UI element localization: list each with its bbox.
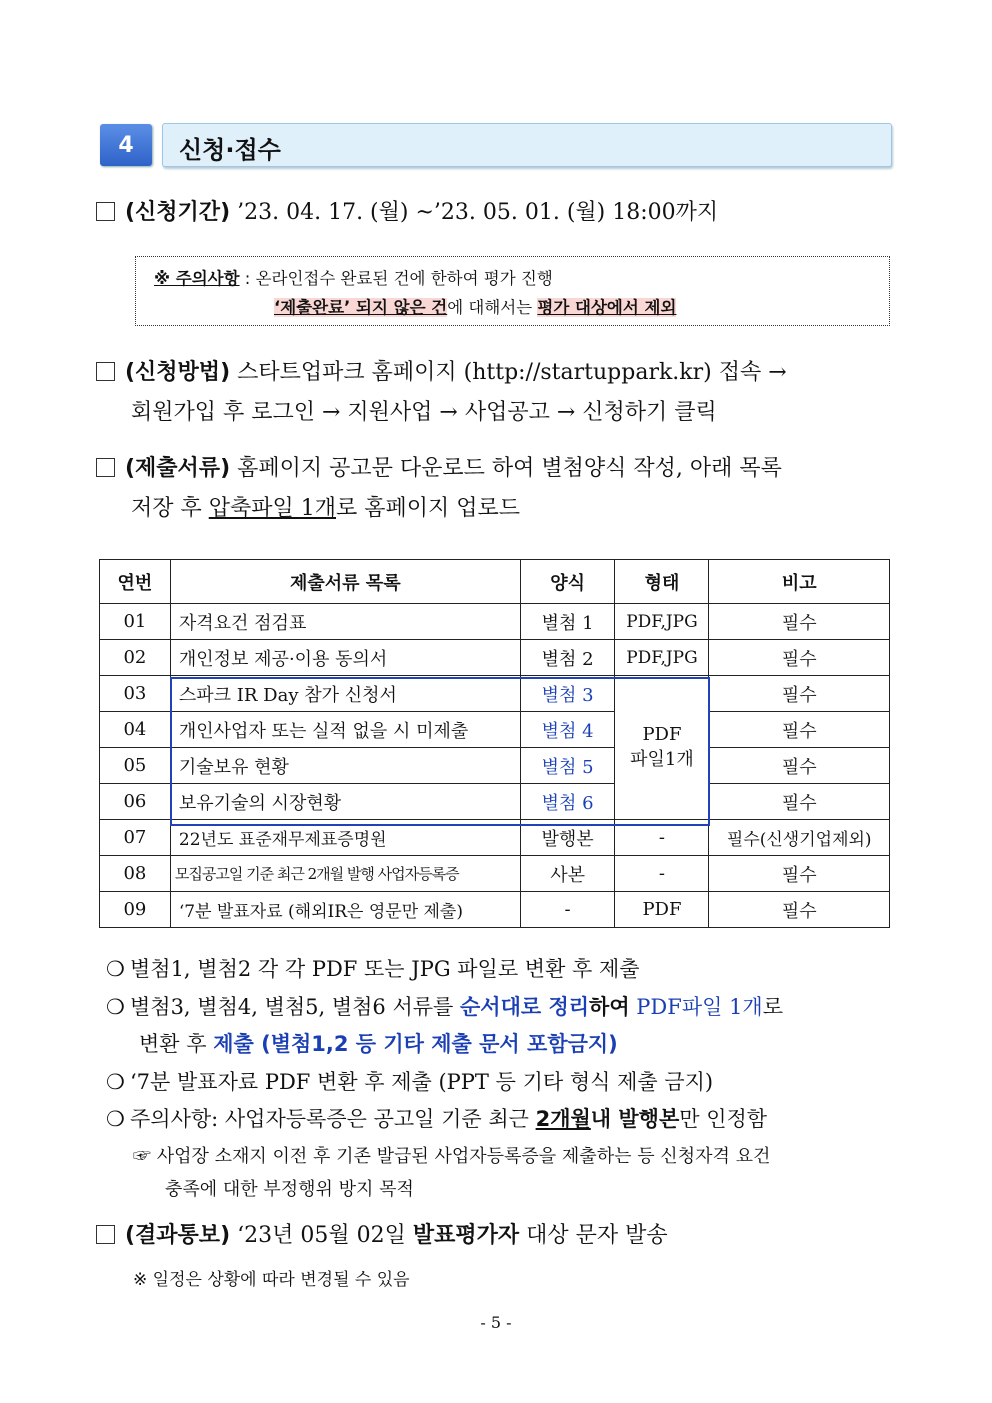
table-header-row <box>100 560 890 604</box>
table-row <box>100 820 890 856</box>
docs-line-2 <box>131 494 520 524</box>
docs-line-2-b: 압축파일 1개 <box>208 496 337 521</box>
notice-highlight-2: 평가 대상에서 제외 <box>537 298 677 317</box>
cell-no: 04 <box>100 712 171 748</box>
cell-type: PDF,JPG <box>615 604 709 640</box>
cell-format: 별첨 2 <box>520 640 615 676</box>
result-notice <box>96 1221 668 1251</box>
bullet-circle-icon: ❍ <box>106 957 125 981</box>
merged-type-line-1: PDF <box>642 724 682 745</box>
cell-document: 22년도 표준재무제표증명원 <box>170 820 520 856</box>
header-type: 형태 <box>615 560 709 604</box>
cell-document: 개인정보 제공·이용 동의서 <box>170 640 520 676</box>
cell-remark: 필수 <box>709 640 890 676</box>
notice-box <box>135 256 890 326</box>
bullet-circle-icon: ❍ <box>106 995 125 1019</box>
header-format: 양식 <box>520 560 615 604</box>
cell-document: ‘7분 발표자료 (해외IR은 영문만 제출) <box>170 892 520 928</box>
notice-line-2-text: 에 대해서는 <box>447 298 538 317</box>
result-text-b: 발표평가자 <box>412 1223 520 1248</box>
notice-label: ※ 주의사항 <box>154 269 240 288</box>
table-row <box>100 748 890 784</box>
cell-remark: 필수 <box>709 856 890 892</box>
header-remark: 비고 <box>709 560 890 604</box>
notice-line-2 <box>274 294 676 318</box>
note-2-d: PDF파일 1개 <box>629 995 763 1019</box>
notice-line-1 <box>154 265 553 289</box>
note-2-a: 별첨3, 별첨4, 별첨5, 별첨6 서류를 <box>130 995 460 1019</box>
note-4-b: 2개월 <box>535 1107 591 1131</box>
cell-no: 08 <box>100 856 171 892</box>
table-row <box>100 712 890 748</box>
note-2-l2-a: 변환 후 <box>139 1032 214 1056</box>
note-3-text: ‘7분 발표자료 PDF 변환 후 제출 (PPT 등 기타 형식 제출 금지) <box>130 1070 714 1094</box>
header-document: 제출서류 목록 <box>170 560 520 604</box>
cell-type: - <box>615 820 709 856</box>
section-title: 신청·접수 <box>179 136 281 164</box>
cell-type: - <box>615 856 709 892</box>
section-title-box <box>162 123 892 167</box>
note-4-c: 내 발행본 <box>590 1107 680 1131</box>
cell-format: 발행본 <box>520 820 615 856</box>
note-4-sub-1: ☞ 사업장 소재지 이전 후 기존 발급된 사업자등록증을 제출하는 등 신청자격 요건 <box>133 1146 771 1167</box>
cell-no: 05 <box>100 748 171 784</box>
cell-no: 09 <box>100 892 171 928</box>
docs-line-2-a: 저장 후 <box>131 496 209 521</box>
note-2-b: 순서대로 정리 <box>460 995 590 1019</box>
note-4-a: 주의사항: 사업자등록증은 공고일 기준 최근 <box>130 1107 536 1131</box>
cell-no: 01 <box>100 604 171 640</box>
note-1 <box>106 954 640 984</box>
checkbox-icon <box>96 458 115 477</box>
notice-highlight-1: ‘제출완료’ 되지 않은 건 <box>274 298 448 317</box>
note-1-text: 별첨1, 별첨2 각 각 PDF 또는 JPG 파일로 변환 후 제출 <box>130 957 640 981</box>
checkbox-icon <box>96 202 115 221</box>
header-no: 연번 <box>100 560 171 604</box>
method-line-2: 회원가입 후 로그인 → 지원사업 → 사업공고 → 신청하기 클릭 <box>131 400 717 425</box>
documents-table <box>99 559 890 928</box>
table-row <box>100 892 890 928</box>
cell-remark: 필수(신생기업제외) <box>709 820 890 856</box>
note-3 <box>106 1067 713 1097</box>
application-period <box>96 198 718 228</box>
table-row <box>100 604 890 640</box>
section-number: 4 <box>118 132 134 158</box>
cell-format: 별첨 1 <box>520 604 615 640</box>
bullet-circle-icon: ❍ <box>106 1107 125 1131</box>
checkbox-icon <box>96 1225 115 1244</box>
cell-format: 별첨 3 <box>520 676 615 712</box>
result-text-a: ‘23년 05월 02일 <box>237 1223 413 1248</box>
cell-remark: 필수 <box>709 712 890 748</box>
table-row <box>100 676 890 712</box>
period-label: (신청기간) <box>125 200 231 225</box>
cell-no: 06 <box>100 784 171 820</box>
cell-format: 사본 <box>520 856 615 892</box>
table-row <box>100 856 890 892</box>
period-text: ’23. 04. 17. (월) ~’23. 05. 01. (월) 18:00까지 <box>237 200 719 225</box>
notice-line-1-text: : 온라인접수 완료된 건에 한하여 평가 진행 <box>239 269 553 288</box>
cell-no: 03 <box>100 676 171 712</box>
bullet-circle-icon: ❍ <box>106 1070 125 1094</box>
cell-no: 02 <box>100 640 171 676</box>
cell-remark: 필수 <box>709 748 890 784</box>
docs-label: (제출서류) <box>125 456 231 481</box>
note-2 <box>106 992 783 1022</box>
note-2-e: 로 <box>762 995 784 1019</box>
checkbox-icon <box>96 362 115 381</box>
page-number: - 5 - <box>480 1313 512 1332</box>
note-2-line-2 <box>139 1029 618 1059</box>
cell-type-merged <box>615 676 709 820</box>
docs-line-2-c: 로 홈페이지 업로드 <box>336 496 521 521</box>
result-text-c: 대상 문자 발송 <box>519 1223 668 1248</box>
application-method <box>96 358 787 388</box>
cell-remark: 필수 <box>709 676 890 712</box>
cell-format: - <box>520 892 615 928</box>
section-number-badge <box>100 124 152 166</box>
cell-remark: 필수 <box>709 604 890 640</box>
note-4 <box>106 1104 767 1134</box>
cell-no: 07 <box>100 820 171 856</box>
cell-type: PDF,JPG <box>615 640 709 676</box>
cell-document: 기술보유 현황 <box>170 748 520 784</box>
note-2-c: 하여 <box>589 995 630 1019</box>
note-4-d: 만 인정함 <box>679 1107 768 1131</box>
cell-type: PDF <box>615 892 709 928</box>
table-row <box>100 784 890 820</box>
cell-remark: 필수 <box>709 784 890 820</box>
cell-format: 별첨 6 <box>520 784 615 820</box>
cell-format: 별첨 4 <box>520 712 615 748</box>
cell-document: 보유기술의 시장현황 <box>170 784 520 820</box>
cell-document: 스파크 IR Day 참가 신청서 <box>170 676 520 712</box>
table-row <box>100 640 890 676</box>
note-4-sub-2: 충족에 대한 부정행위 방지 목적 <box>165 1179 414 1200</box>
cell-remark: 필수 <box>709 892 890 928</box>
method-line-1: 스타트업파크 홈페이지 (http://startuppark.kr) 접속 → <box>237 360 787 385</box>
cell-format: 별첨 5 <box>520 748 615 784</box>
cell-document: 자격요건 점검표 <box>170 604 520 640</box>
result-label: (결과통보) <box>125 1223 231 1248</box>
cell-document: 개인사업자 또는 실적 없을 시 미제출 <box>170 712 520 748</box>
docs-line-1: 홈페이지 공고문 다운로드 하여 별첨양식 작성, 아래 목록 <box>237 456 782 481</box>
schedule-note: ※ 일정은 상황에 따라 변경될 수 있음 <box>133 1270 410 1290</box>
note-2-l2-b: 제출 (별첨1,2 등 기타 제출 문서 포함금지) <box>213 1032 618 1056</box>
merged-type-line-2: 파일1개 <box>630 749 694 770</box>
method-label: (신청방법) <box>125 360 231 385</box>
cell-document: 모집공고일 기준 최근 2개월 발행 사업자등록증 <box>170 856 520 892</box>
required-documents <box>96 454 782 484</box>
